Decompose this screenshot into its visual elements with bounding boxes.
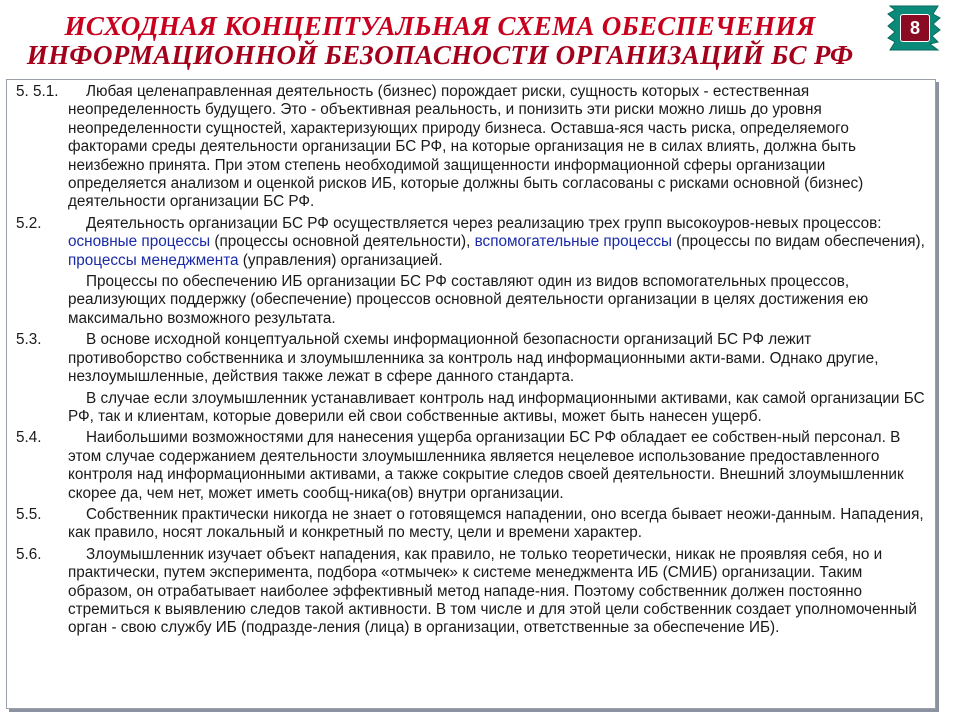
section-subparagraph: Процессы по обеспечению ИБ организации БС РФ составляют один из видов вспомогательных процессов, реализующих поддержку (обеспечение) процессов основной деятельности организации в целях достижения ею максимально возможного результата. (68, 273, 869, 327)
title-line-2: ИНФОРМАЦИОННОЙ БЕЗОПАСНОСТИ ОРГАНИЗАЦИЙ БС РФ (26, 40, 854, 70)
section-text: Злоумышленник изучает объект нападения, как правило, не только теоретически, никак не проявляя себя, но и практически, путем эксперимента, подбора «отмычек» к системе менеджмента ИБ (СМИБ) организации. Таким образом, он отрабатывает наиболее эффективный метод нападе-ния. Поэтому собственник должен постоянно стремиться к выявлению следов такой активности. В том числе и для этой цели собственник создает уполномоченный орган - свою службу ИБ (подразде-ления (лица) в организации, ответственные за обеспечение ИБ). (68, 545, 917, 637)
section-text: Собственник практически никогда не знает о готовящемся нападении, оно всегда бывает неожи-данным. Нападения, как правило, носят локальный и конкретный по месту, цели и времени характер. (68, 505, 924, 542)
section-body (68, 331, 925, 426)
section-number: 5.4. (16, 429, 42, 447)
section-number: 5.5. (16, 505, 42, 523)
section-text: В основе исходной концептуальной схемы информационной безопасности организаций БС РФ лежит противоборство собственника и злоумышленника за контроль над информационными акти-вами. Однако другие, незлоумышленные, действия также лежат в сфере данного стандарта. (68, 331, 879, 386)
section-5-2 (16, 215, 925, 328)
text-run: Деятельность организации БС РФ осуществляется через реализацию трех групп высокоуров-невых процессов: (86, 214, 882, 232)
page-number: 8 (900, 14, 930, 42)
page-number-badge (886, 4, 942, 52)
section-number: 5.6. (16, 545, 42, 563)
section-text (68, 215, 925, 270)
section-text: Наибольшими возможностями для нанесения ущерба организации БС РФ обладает ее собствен-ный персонал. В этом случае содержанием деятельности злоумышленника является нецелевое использование предоставленного контроля над информационными активами, а также сокрытие следов своей деятельности. Внешний злоумышленник скорее да, чем нет, может иметь сообщ-ника(ов) внутри организации. (68, 429, 904, 502)
highlight-management-processes: процессы менеджмента (68, 251, 239, 269)
section-5-3 (16, 331, 925, 426)
section-5-5 (16, 506, 925, 543)
section-number: 5.3. (16, 331, 42, 349)
title-line-1: ИСХОДНАЯ КОНЦЕПТУАЛЬНАЯ СХЕМА ОБЕСПЕЧЕНИЯ (64, 11, 816, 41)
section-number: 5.2. (16, 214, 42, 232)
text-run: (управления) организацией. (238, 251, 443, 269)
slide-title (10, 12, 870, 70)
section-text: Любая целенаправленная деятельность (бизнес) порождает риски, сущность которых - естественная неопределенность будущего. Это - объективная реальность, и понизить эти риски можно лишь до уровня неопределенности сущностей, характеризующих природу бизнеса. Оставша-яся часть риска, определяемого факторами среды деятельности организации БС РФ, на которые организация не в силах влиять, должна быть неизбежно принята. При этом степень необходимой защищенности информационной сферы организации определяется анализом и оценкой рисков ИБ, которые должны быть согласованы с рисками основной (бизнес) деятельности организации БС РФ. (68, 83, 864, 211)
section-body (68, 215, 925, 328)
section-5-6 (16, 546, 925, 638)
highlight-main-processes: основные процессы (68, 233, 211, 251)
section-5-1 (16, 83, 925, 212)
content-box (6, 79, 936, 709)
highlight-support-processes: вспомогательные процессы (474, 233, 673, 251)
section-subparagraph: В случае если злоумышленник устанавливает контроль над информационными активами, как самой организации БС РФ, так и клиентам, которые доверили ей свои собственные активы, может быть нанесен ущерб. (68, 389, 925, 425)
section-5-4 (16, 429, 925, 503)
text-run: (процессы основной деятельности), (210, 233, 475, 251)
section-number: 5. 5.1. (16, 83, 59, 100)
text-run: (процессы по видам обеспечения), (672, 233, 925, 251)
